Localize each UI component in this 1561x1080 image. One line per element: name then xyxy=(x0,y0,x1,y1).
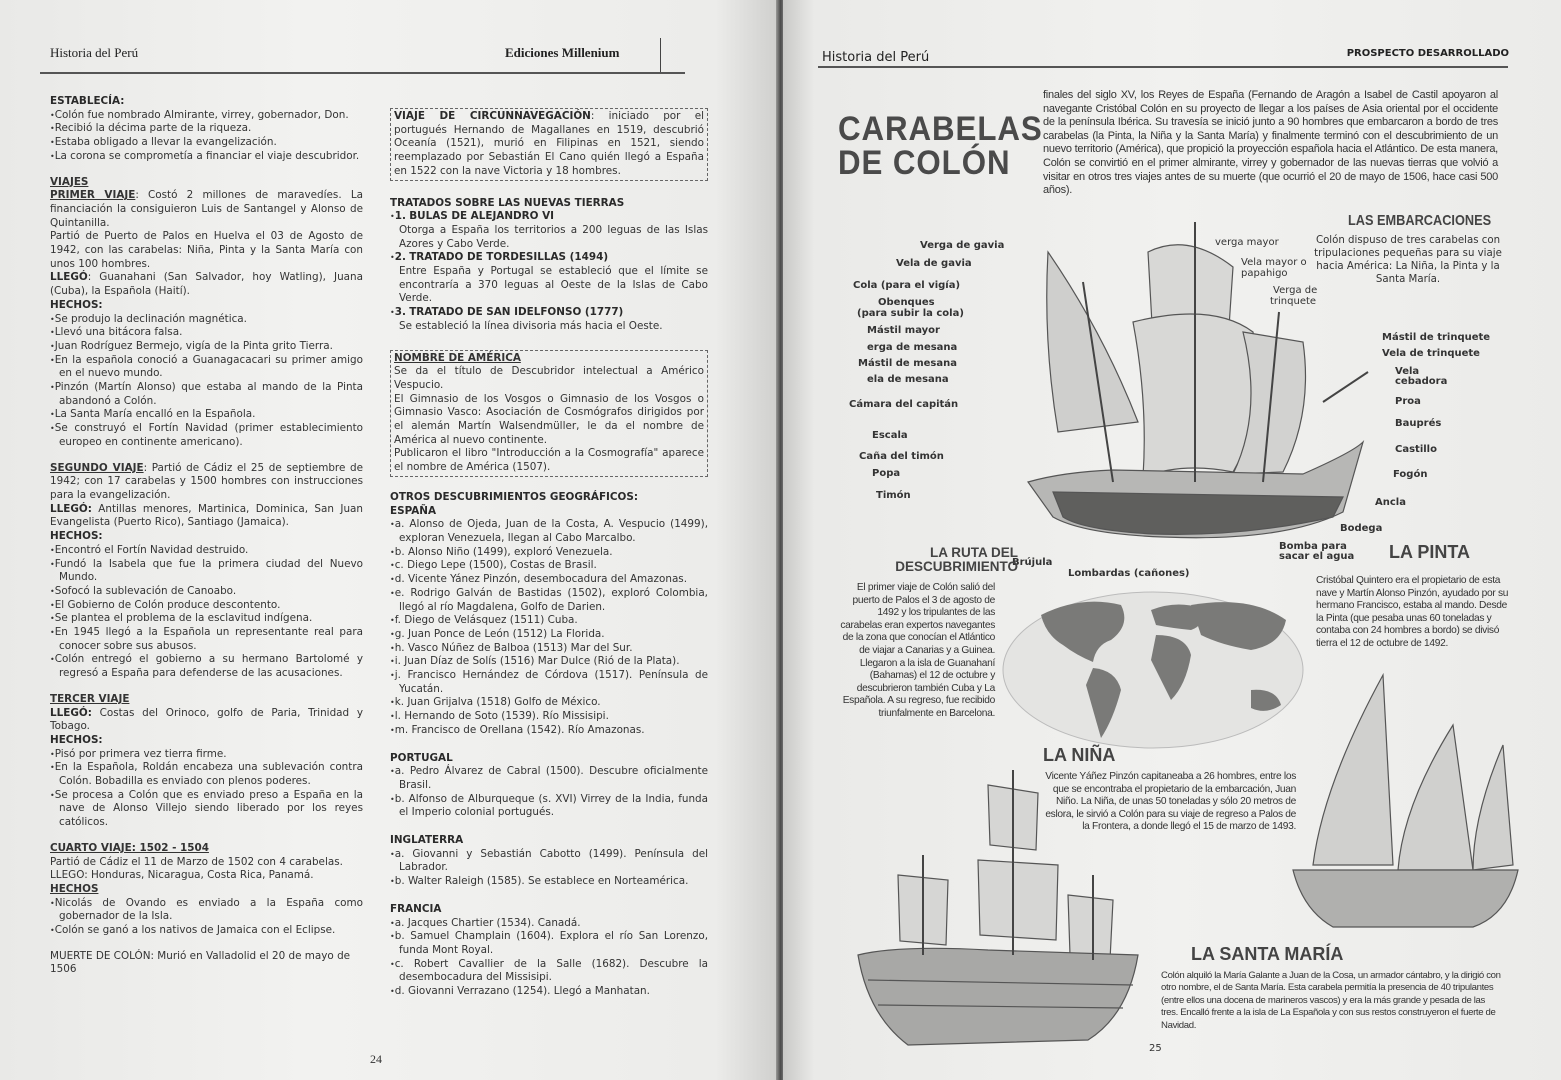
primer-viaje-hechos xyxy=(50,313,363,450)
list-item: • l. Hernando de Soto (1539). Río Missisipi. xyxy=(390,710,708,724)
cuarto-viaje-text: Partió de Cádiz el 11 de Marzo de 1502 con 4 carabelas. xyxy=(50,855,343,868)
llego-label: LLEGÓ: xyxy=(50,502,92,515)
tratado-item: • 2. TRATADO DE TORDESILLAS (1494) Entre España y Portugal se estableció que el límite se encontraría a 370 leguas al Oeste de la Islas de Cabo Verde. xyxy=(390,251,708,306)
nina-text: Vicente Yáñez Pinzón capitaneaba a 26 hombres, entre los que se encontraba el propietario de la embarcación, Juan Niño. La Niña, de unas 50 toneladas y sólo 20 metros de eslora, le sirvió a Colón para su viaje de regreso a Palos de la Frontera, a donde llegó el 15 de marzo de 1493. xyxy=(1045,771,1296,833)
list-item: • Recibió la décima parte de la riqueza. xyxy=(50,122,363,136)
primer-viaje-label: PRIMER VIAJE xyxy=(50,189,136,202)
heading-line: LA RUTA DEL xyxy=(930,545,1018,560)
pinta-ship-illustration xyxy=(1283,665,1523,935)
label-bodega: Bodega xyxy=(1340,523,1383,534)
llego-label: LLEGÓ xyxy=(50,271,88,284)
segundo-viaje-llego xyxy=(50,503,363,530)
tercer-viaje-label: TERCER VIAJE xyxy=(50,692,130,705)
pinta-text: Cristóbal Quintero era el propietario de esta nave y Martín Alonso Pinzón, ayudado por su hermano Francisco, estaba al mando. Desde la Pinta (que pesaba unas 60 toneladas y contaba con 24 hombres a bordo) se divisó tierra el 12 de octubre de 1492. xyxy=(1316,575,1509,649)
segundo-viaje-hechos xyxy=(50,544,363,681)
label-obenques: Obenques xyxy=(878,297,935,308)
ruta-text: El primer viaje de Colón salió del puerto de Palos el 3 de agosto de 1492 y los tripulantes de las carabelas eran expertos navegantes de la zona que conocían el Atlántico de viajar a Canarias y a Guinea. Llegaron a la isla de Guanahaní (Bahamas) el 12 de octubre y descubrieron también Cuba y La Española. A su regreso, fue recibido triunfalmente en Barcelona. xyxy=(840,582,995,719)
portugal-list xyxy=(390,765,708,820)
label-vela-trinquete: Vela de trinquete xyxy=(1382,348,1480,359)
list-item: • g. Juan Ponce de León (1512) La Florida. xyxy=(390,628,708,642)
list-item: • b. Walter Raleigh (1585). Se establece en Norteamérica. xyxy=(390,875,708,889)
tercer-viaje-llego xyxy=(50,707,363,734)
label-castillo: Castillo xyxy=(1395,444,1437,455)
list-item: • Colón se ganó a los nativos de Jamaica con el Eclipse. xyxy=(50,924,363,938)
list-item: • Se plantea el problema de la esclavitud indígena. xyxy=(50,612,363,626)
list-item: • a. Pedro Álvarez de Cabral (1500). Descubre oficialmente Brasil. xyxy=(390,765,708,792)
inglaterra-list xyxy=(390,848,708,889)
label-verga-trinquete-sub: trinquete xyxy=(1270,296,1317,307)
tratados-heading: TRATADOS SOBRE LAS NUEVAS TIERRAS xyxy=(390,196,625,209)
label-popa: Popa xyxy=(872,468,901,479)
paragraph: Publicaron el libro "Introducción a la Cosmografía" aparece el nombre de América (1507). xyxy=(394,447,704,474)
nombre-america-heading: NOMBRE DE AMÉRICA xyxy=(394,351,521,364)
espana-list xyxy=(390,518,708,737)
header-divider xyxy=(660,38,661,72)
label-cola: Cola (para el vigía) xyxy=(853,280,961,291)
right-column xyxy=(390,108,708,999)
label-timon: Timón xyxy=(876,490,911,501)
list-item: • La Santa María encalló en la Española. xyxy=(50,408,363,422)
paragraph: Se da el título de Descubridor intelectual a Américo Vespucio. xyxy=(394,365,704,391)
label-escala: Escala xyxy=(872,430,908,441)
label-obenques-sub: (para subir la cola) xyxy=(857,308,964,319)
label-vela-mayor: Vela mayor o xyxy=(1241,257,1307,268)
primer-viaje-text: : Costó 2 millones de maravedíes. La financiación la consiguieron Luis de Santangel y Alonso de Quintanilla. xyxy=(50,189,363,229)
hechos-heading: HECHOS xyxy=(50,882,99,895)
embarcaciones-text: Colón dispuso de tres carabelas con tripulaciones pequeñas para su viaje hacia América: La Niña, la Pinta y la Santa María. xyxy=(1314,235,1502,285)
establecia-list xyxy=(50,109,363,164)
title-line: DE COLÓN xyxy=(838,144,1011,182)
label-vela-gavia: Vela de gavia xyxy=(896,258,972,269)
list-item: • Colón fue nombrado Almirante, virrey, gobernador, Don. xyxy=(50,109,363,123)
list-item: • Llevó una bitácora falsa. xyxy=(50,326,363,340)
list-item: • Pisó por primera vez tierra firme. xyxy=(50,748,363,762)
label-verga-mayor: verga mayor xyxy=(1215,237,1279,248)
circunnavegacion-box xyxy=(390,108,708,181)
hechos-heading: HECHOS: xyxy=(50,298,103,311)
list-item: • En la Española, Roldán encabeza una sublevación contra Colón. Bobadilla es enviado con plenos poderes. xyxy=(50,761,363,788)
hechos-heading: HECHOS: xyxy=(50,733,103,746)
list-item: • e. Rodrigo Galván de Bastidas (1502), exploró Colombia, llegó al río Magdalena, Golfo de Darien. xyxy=(390,587,708,614)
segundo-viaje-text: : Partió de Cádiz el 25 de septiembre de 1942; con 17 carabelas y 1500 hombres con instrucciones para la evangelización. xyxy=(50,461,363,501)
llego-text: Costas del Orinoco, golfo de Paria, Trinidad y Tobago. xyxy=(50,706,363,733)
list-item: • a. Jacques Chartier (1534). Canadá. xyxy=(390,917,708,931)
label-vela-cebadora: Vela xyxy=(1395,366,1420,377)
running-header-title: Historia del Perú xyxy=(822,50,930,65)
list-item: • La corona se comprometía a financiar el viaje descubridor. xyxy=(50,150,363,164)
muerte-text: : Murió en Valladolid el 20 de mayo de 1506 xyxy=(50,949,351,976)
list-item: • b. Alonso Niño (1499), exploró Venezuela. xyxy=(390,546,708,560)
primer-viaje-intro xyxy=(50,189,363,230)
label-bomba-sub: sacar el agua xyxy=(1279,551,1355,562)
running-header-title: Historia del Perú xyxy=(50,45,139,60)
list-item: • Se procesa a Colón que es enviado preso a España en la nave de Alonso Villejo siendo liberado por los reyes católicos. xyxy=(50,789,363,830)
primer-viaje-salida: Partió de Puerto de Palos en Huelva el 03 de Agosto de 1942, con las carabelas: Niña, Pinta y la Santa María con unos 100 hombres. xyxy=(50,230,363,270)
nombre-america-box xyxy=(390,350,708,477)
title-line: CARABELAS xyxy=(838,110,1043,148)
circunnavegacion-text: : iniciado por el portugués Hernando de Magallanes en 1519, descubrió Oceanía (1521), murió en Filipinas en 1521, siendo reemplazado por Sebastián El Cano quién llegó a España en 1522 con la nave Victoria y 18 hombres. xyxy=(394,110,704,177)
list-item: • Nicolás de Ovando es enviado a la España como gobernador de la Isla. xyxy=(50,897,363,924)
list-item: • k. Juan Grijalva (1518) Golfo de México. xyxy=(390,696,708,710)
segundo-viaje-intro xyxy=(50,462,363,503)
page-number: 24 xyxy=(370,1052,382,1066)
left-column xyxy=(50,95,363,977)
primer-viaje-llego xyxy=(50,271,363,298)
list-item: • Sofocó la sublevación de Canoabo. xyxy=(50,585,363,599)
header-rule xyxy=(818,66,1508,68)
right-page xyxy=(783,0,1561,1080)
muerte-label: MUERTE DE COLÓN xyxy=(50,949,151,962)
label-bomba: Bomba para xyxy=(1279,541,1347,552)
list-item: • a. Giovanni y Sebastián Cabotto (1499). Península del Labrador. xyxy=(390,848,708,875)
tratado-item: • 3. TRATADO DE SAN IDELFONSO (1777) Se estableció la línea divisoria más hacia el Oeste. xyxy=(390,306,708,333)
intro-paragraph: finales del siglo XV, los Reyes de España (Fernando de Aragón a Isabel de Castil apoyaron al navegante Cristóbal Colón en su proyecto de llegar a los países de Asia oriental por el occidente de la península Ibérica. Su travesía se inició junto a 90 hombres que embarcaron a bordo de tres carabelas (la Pinta, la Niña y la Santa María) y finalmente terminó con el descubrimiento de un nuevo territorio (América), que propició la proyección española hacia el Atlántico. De esta manera, Colón se convirtió en el primer almirante, virrey y gobernador de las nuevas tierras que volvió a visitar en otros tres viajes antes de su muerte (que ocurrió el 20 de mayo de 1506, hace casi 500 años). xyxy=(1043,89,1498,197)
label-lombardas: Lombardas (cañones) xyxy=(1068,568,1190,579)
tratado-item: • 1. BULAS DE ALEJANDRO VI Otorga a España los territorios a 200 leguas de las Islas Azores y Cabo Verde. xyxy=(390,210,708,251)
francia-list xyxy=(390,917,708,999)
establecia-heading: ESTABLECÍA: xyxy=(50,95,125,107)
list-item: • d. Vicente Yánez Pinzón, desembocadura del Amazonas. xyxy=(390,573,708,587)
label-vela-mesana: ela de mesana xyxy=(867,374,949,385)
list-item: • c. Robert Cavallier de la Salle (1682). Descubre la desembocadura del Missisipi. xyxy=(390,958,708,985)
tratados-list xyxy=(390,210,708,333)
otros-heading: OTROS DESCUBRIMIENTOS GEOGRÁFICOS: xyxy=(390,490,639,503)
list-item: • Se construyó el Fortín Navidad (primer establecimiento europeo en continente americano). xyxy=(50,422,363,449)
label-verga-trinquete: Verga de xyxy=(1273,285,1318,296)
label-camara-capitan: Cámara del capitán xyxy=(849,399,959,410)
label-baupres: Bauprés xyxy=(1395,418,1442,429)
page-number: 25 xyxy=(1149,1043,1162,1054)
label-fogon: Fogón xyxy=(1393,469,1428,480)
list-item: • Se produjo la declinación magnética. xyxy=(50,313,363,327)
list-item: • f. Diego de Velásquez (1511) Cuba. xyxy=(390,614,708,628)
list-item: • j. Francisco Hernández de Córdova (1517). Península de Yucatán. xyxy=(390,669,708,696)
label-vela-cebadora-sub: cebadora xyxy=(1395,376,1448,387)
list-item: • a. Alonso de Ojeda, Juan de la Costa, A. Vespucio (1499), exploran Venezuela, llegan al Cabo Marcalbo. xyxy=(390,518,708,545)
list-item: • Estaba obligado a llevar la evangelización. xyxy=(50,136,363,150)
cuarto-viaje-label: CUARTO VIAJE: 1502 - 1504 xyxy=(50,841,209,854)
list-item: • i. Juan Díaz de Solís (1516) Mar Dulce (Rió de la Plata). xyxy=(390,655,708,669)
running-header-section: PROSPECTO DESARROLLADO xyxy=(1346,48,1509,59)
segundo-viaje-label: SEGUNDO VIAJE xyxy=(50,461,144,474)
list-item: • En la española conoció a Guanagacacari su primer amigo en el nuevo mundo. xyxy=(50,354,363,381)
hechos-heading: HECHOS: xyxy=(50,530,103,543)
label-proa: Proa xyxy=(1395,396,1421,407)
label-verga-gavia: Verga de gavia xyxy=(920,240,1005,251)
label-brujula: Brújula xyxy=(1012,557,1053,568)
world-map-illustration xyxy=(1001,590,1306,750)
llego-text: Antillas menores, Martinica, Dominica, San Juan Evangelista (Puerto Rico), Santiago (Jamaica). xyxy=(50,502,363,529)
label-vela-mayor-sub: papahigo xyxy=(1241,268,1288,279)
paragraph: El Gimnasio de los Vosgos o Gimnasio de los Vosgos o Gimnasio Vasco: Asociación de Cosmógrafos dirigidos por el alemán Martín Walsendmüller, le da el nombre de América al nuevo continente. xyxy=(394,392,704,446)
list-item: • h. Vasco Núñez de Balboa (1513) Mar del Sur. xyxy=(390,642,708,656)
santa-maria-text: Colón alquiló la María Galante a Juan de la Cosa, un armador cántabro, y la dirigió con otro nombre, el de Santa María. Esta carabela permitía la presencia de 40 tripulantes (entre ellos una docena de marineros vascos) y era la más grande y pesada de las tres. Encalló frente a la isla de La Española y con sus restos construyeron el fuerte de Navidad. xyxy=(1161,970,1501,1031)
list-item: • c. Diego Lepe (1500), Costas de Brasil. xyxy=(390,559,708,573)
list-item: • Colón entregó el gobierno a su hermano Bartolomé y regresó a España para defenderse de las acusaciones. xyxy=(50,653,363,680)
circunnavegacion-label: VIAJE DE CIRCUNNAVEGACIÓN xyxy=(394,110,591,122)
label-mastil-mayor: Mástil mayor xyxy=(867,325,940,336)
heading-line: DESCUBRIMIENTO xyxy=(895,559,1018,574)
inglaterra-heading: INGLATERRA xyxy=(390,834,464,847)
llego-label: LLEGÓ: xyxy=(50,706,92,719)
cuarto-viaje-hechos xyxy=(50,897,363,938)
santa-maria-ship-illustration xyxy=(838,765,1158,1065)
label-cana-timon: Caña del timón xyxy=(859,451,944,462)
ruta-heading xyxy=(838,546,1018,574)
santa-maria-heading: LA SANTA MARÍA xyxy=(1191,944,1344,964)
page-title xyxy=(838,112,1043,180)
list-item: • b. Alfonso de Alburqueque (s. XVI) Virrey de la India, funda el Imperio colonial portugués. xyxy=(390,793,708,820)
muerte-colon xyxy=(50,950,363,977)
list-item: • En 1945 llegó a la Española un representante real para conocer sobre sus abusos. xyxy=(50,626,363,653)
francia-heading: FRANCIA xyxy=(390,902,442,915)
embarcaciones-heading: LAS EMBARCACIONES xyxy=(1348,212,1492,229)
label-mastil-trinquete: Mástil de trinquete xyxy=(1382,332,1491,343)
left-page xyxy=(0,0,778,1080)
list-item: • El Gobierno de Colón produce descontento. xyxy=(50,599,363,613)
cuarto-viaje-llego: LLEGO: Honduras, Nicaragua, Costa Rica, Panamá. xyxy=(50,869,314,882)
running-header-publisher: Ediciones Millenium xyxy=(505,45,620,60)
llego-text: : Guanahani (San Salvador, hoy Watling), Juana (Cuba), la Española (Haití). xyxy=(50,271,363,298)
list-item: • Fundó la Isabela que fue la primera ciudad del Nuevo Mundo. xyxy=(50,558,363,585)
caravel-diagram-illustration xyxy=(983,212,1383,552)
viajes-heading: VIAJES xyxy=(50,175,89,188)
label-ancla: Ancla xyxy=(1375,497,1406,508)
list-item: • Encontró el Fortín Navidad destruido. xyxy=(50,544,363,558)
header-rule xyxy=(40,72,685,74)
tercer-viaje-hechos xyxy=(50,748,363,830)
nina-heading: LA NIÑA xyxy=(1043,745,1116,765)
pinta-heading: LA PINTA xyxy=(1389,542,1470,562)
list-item: • d. Giovanni Verrazano (1254). Llegó a Manhatan. xyxy=(390,985,708,999)
label-mastil-mesana: Mástil de mesana xyxy=(858,358,957,369)
list-item: • m. Francisco de Orellana (1542). Río Amazonas. xyxy=(390,724,708,738)
list-item: • Juan Rodríguez Bermejo, vigía de la Pinta grito Tierra. xyxy=(50,340,363,354)
label-verga-mesana: erga de mesana xyxy=(867,342,958,353)
portugal-heading: PORTUGAL xyxy=(390,751,453,764)
list-item: • Pinzón (Martín Alonso) que estaba al mando de la Pinta abandonó a Colón. xyxy=(50,381,363,408)
espana-heading: ESPAÑA xyxy=(390,504,437,517)
list-item: • b. Samuel Champlain (1604). Explora el río San Lorenzo, funda Mont Royal. xyxy=(390,930,708,957)
